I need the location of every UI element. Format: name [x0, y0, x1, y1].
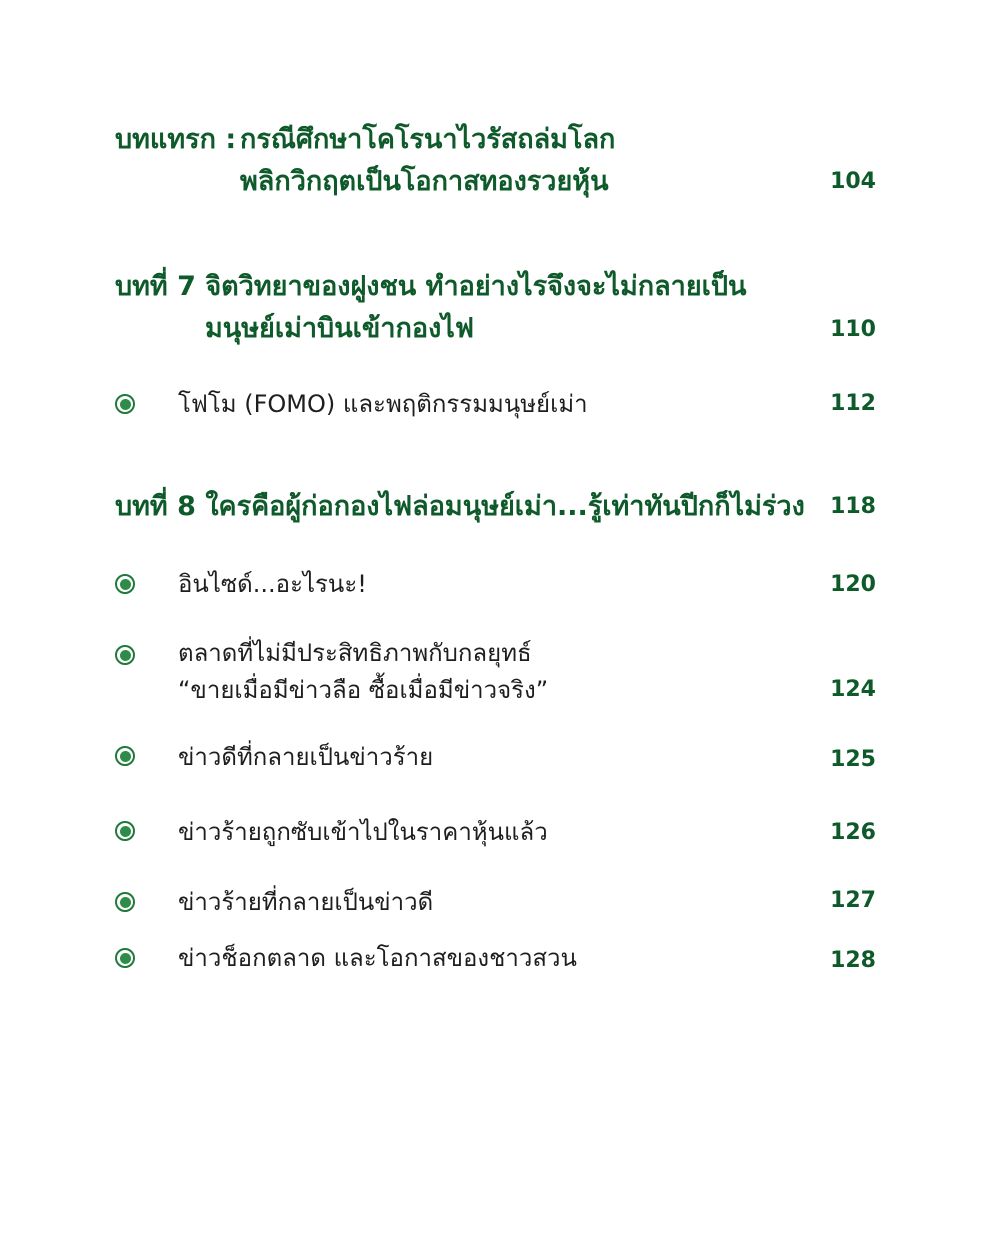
- chapter7-title-line1: บทที่ 7 จิตวิทยาของฝูงชน ทำอย่างไรจึงจะไม่กลายเป็น: [115, 271, 747, 302]
- chapter8-item-text: ตลาดที่ไม่มีประสิทธิภาพกับกลยุทธ์: [178, 639, 532, 667]
- radio-bullet-icon: [115, 394, 135, 414]
- chapter8-title: บทที่ 8 ใครคือผู้ก่อกองไฟล่อมนุษย์เม่า...รู้เท่าทันปีกก็ไม่ร่วง: [115, 491, 805, 522]
- chapter8-item-text-line2: “ขายเมื่อมีข่าวลือ ซื้อเมื่อมีข่าวจริง”: [178, 676, 549, 704]
- interlude-label: บทแทรก :: [115, 124, 237, 155]
- radio-bullet-icon: [115, 948, 135, 968]
- interlude-title-line2: พลิกวิกฤตเป็นโอกาสทองรวยหุ้น: [240, 166, 609, 197]
- chapter7-item-text: โฟโม (FOMO) และพฤติกรรมมนุษย์เม่า: [178, 390, 588, 418]
- chapter7-page-number: 110: [830, 317, 876, 342]
- interlude-page-number: 104: [830, 169, 876, 194]
- chapter8-item-text: ข่าวช็อกตลาด และโอกาสของชาวสวน: [178, 944, 577, 972]
- chapter8-item-page-number: 126: [830, 820, 876, 845]
- chapter8-item-text: อินไซด์...อะไรนะ!: [178, 570, 367, 598]
- radio-bullet-icon: [115, 746, 135, 766]
- chapter7-title-line2: มนุษย์เม่าบินเข้ากองไฟ: [205, 313, 474, 344]
- chapter8-item-text: ข่าวดีที่กลายเป็นข่าวร้าย: [178, 743, 434, 771]
- chapter8-item-page-number: 124: [830, 677, 876, 702]
- chapter8-item-page-number: 125: [830, 747, 876, 772]
- chapter8-item-page-number: 127: [830, 888, 876, 913]
- radio-bullet-icon: [115, 892, 135, 912]
- chapter8-item-text: ข่าวร้ายที่กลายเป็นข่าวดี: [178, 888, 434, 916]
- chapter8-item-page-number: 128: [830, 948, 876, 973]
- interlude-title-line1: กรณีศึกษาโคโรนาไวรัสถล่มโลก: [240, 124, 616, 155]
- radio-bullet-icon: [115, 645, 135, 665]
- chapter8-item-text: ข่าวร้ายถูกซับเข้าไปในราคาหุ้นแล้ว: [178, 818, 548, 846]
- chapter8-item-page-number: 120: [830, 572, 876, 597]
- radio-bullet-icon: [115, 821, 135, 841]
- chapter8-page-number: 118: [830, 494, 876, 519]
- chapter7-item-page-number: 112: [830, 391, 876, 416]
- radio-bullet-icon: [115, 574, 135, 594]
